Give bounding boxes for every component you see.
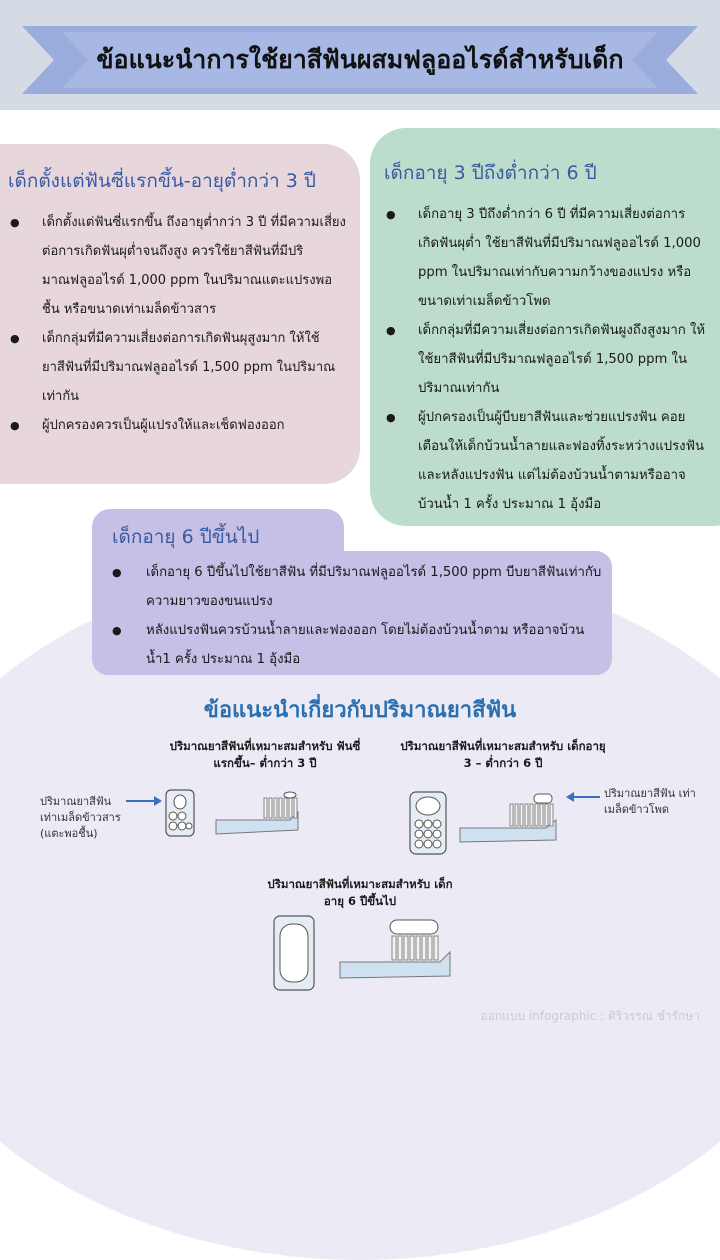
toothbrush-full-illustration [270,912,470,994]
card-3to6-heading: เด็กอายุ 3 ปีถึงต่ำกว่า 6 ปี [384,162,597,184]
card-6up-heading: เด็กอายุ 6 ปีขึ้นไป [112,526,260,548]
amount-section-title: ข้อแนะนำเกี่ยวกับปริมาณยาสีฟัน [203,698,517,723]
card-3to6 [370,128,720,526]
title-banner [22,26,698,94]
list-item: ● เด็กตั้งแต่ฟันซี่แรกขึ้น ถึงอายุต่ำกว่า 3 ปี ที่มีความเสี่ยงต่อการเกิดฟันผุต่ำจนถึงสูง ควรใช้ยาสีฟันที่มีปริมาณฟลูออไรด์ 1,000 ppm ในปริมาณแตะแปรงพอชื้น หรือขนาดเท่าเมล็ดข้าวสาร [8,208,346,324]
page-title: ข้อแนะนำการใช้ยาสีฟันผสมฟลูออไรด์สำหรับเด็ก [96,45,624,74]
list-item: ● หลังแปรงฟันควรบ้วนน้ำลายและฟองออก โดยไม่ต้องบ้วนน้ำตาม หรืออาจบ้วนน้ำ1 ครั้ง ประมาณ 1 อุ้งมือ [110,616,606,674]
arrow-right-icon [124,794,164,808]
card-3to6-list [384,200,706,519]
card-6up-list [110,558,606,674]
toothbrush-corn-illustration [406,786,606,858]
note-corn-size: ปริมาณยาสีฟัน เท่าเมล็ดข้าวโพด [604,787,696,816]
card-infant-heading: เด็กตั้งแต่ฟันซี่แรกขึ้น-อายุต่ำกว่า 3 ปี [8,170,316,192]
card-infant-list [8,208,346,440]
amount-3to6-caption: ปริมาณยาสีฟันที่เหมาะสมสำหรับ เด็กอายุ 3 – ต่ำกว่า 6 ปี [400,739,606,770]
list-item: ● เด็กกลุ่มที่มีความเสี่ยงต่อการเกิดฟันผูงถึงสูงมาก ให้ใช้ยาสีฟันที่มีปริมาณฟลูออไรด์ 1,500 ppm ในปริมาณเท่ากัน [384,316,706,403]
card-infant [0,144,360,484]
list-item: ● เด็กอายุ 6 ปีขึ้นไปใช้ยาสีฟัน ที่มีปริมาณฟลูออไรด์ 1,500 ppm บีบยาสีฟันเท่ากับความยาวของขนแปรง [110,558,606,616]
list-item: ● ผู้ปกครองเป็นผู้บีบยาสีฟันและช่วยแปรงฟัน คอยเตือนให้เด็กบ้วนน้ำลายและฟองทิ้งระหว่างแปรงฟันและหลังแปรงฟัน แต่ไม่ต้องบ้วนน้ำตามหรืออาจบ้วนน้ำ 1 ครั้ง ประมาณ 1 อุ้งมือ [384,403,706,519]
list-item: ● เด็กกลุ่มที่มีความเสี่ยงต่อการเกิดฟันผุสูงมาก ให้ใช้ยาสีฟันที่มีปริมาณฟลูออไรด์ 1,500 ppm ในปริมาณเท่ากัน [8,324,346,411]
list-item: ● เด็กอายุ 3 ปีถึงต่ำกว่า 6 ปี ที่มีความเสี่ยงต่อการเกิดฟันผุต่ำ ใช้ยาสีฟันที่มีปริมาณฟลูออไรด์ 1,000 ppm ในปริมาณเท่ากับความกว้างของแปรง หรือขนาดเท่าเมล็ดข้าวโพด [384,200,706,316]
toothbrush-rice-illustration [160,786,360,842]
amount-6up-caption: ปริมาณยาสีฟันที่เหมาะสมสำหรับ เด็กอายุ 6 ปีขึ้นไป [267,877,453,908]
design-credit: ออกแบบ infographic : ศิริวรรณ ชำรักษา [480,1009,700,1023]
amount-infant-caption: ปริมาณยาสีฟันที่เหมาะสมสำหรับ ฟันซี่แรกขึ้น– ต่ำกว่า 3 ปี [169,739,361,770]
note-rice-size: ปริมาณยาสีฟัน เท่าเมล็ดข้าวสาร (แตะพอชื้น) [40,795,121,840]
list-item: ● ผู้ปกครองควรเป็นผู้แปรงให้และเช็ดฟองออก [8,411,346,440]
